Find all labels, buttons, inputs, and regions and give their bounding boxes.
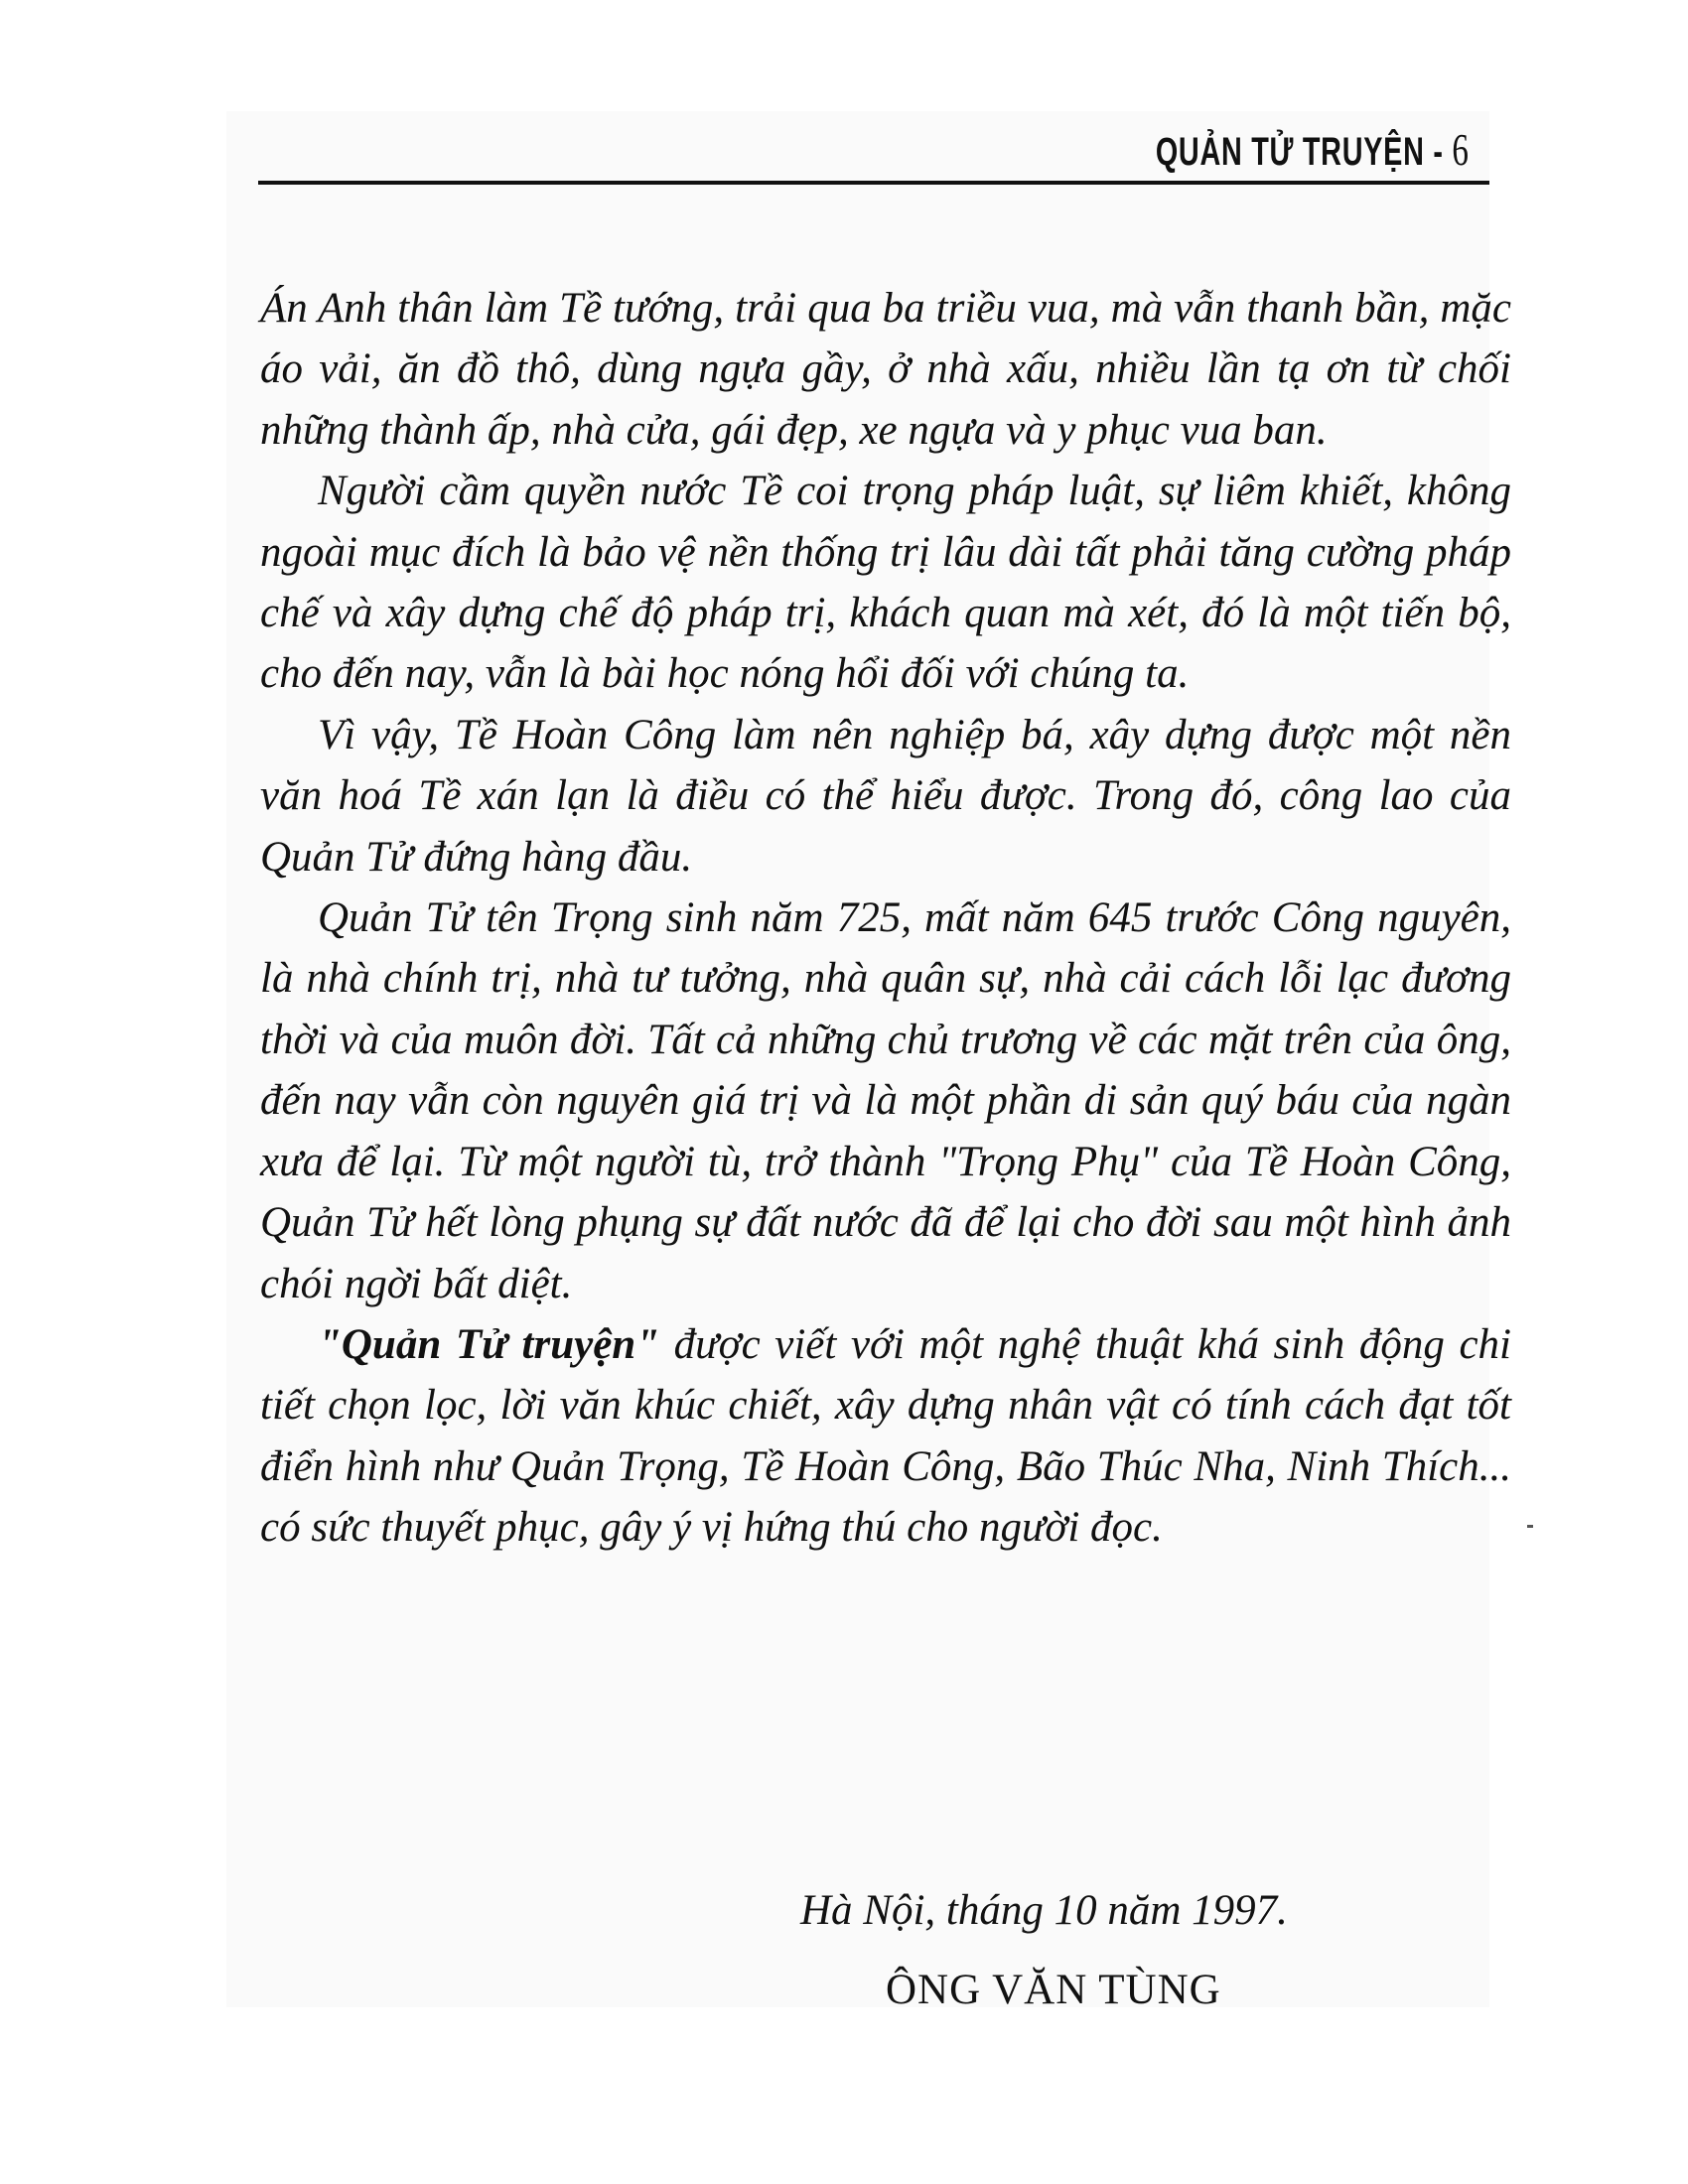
- running-header: [258, 111, 1489, 183]
- paragraph-3: Vì vậy, Tề Hoàn Công làm nên nghiệp bá, xây dựng được một nền văn hoá Tề xán lạn là điều có thể hiểu được. Trong đó, công lao của Quản Tử đứng hàng đầu.: [260, 711, 1511, 881]
- page-number: 6: [1452, 124, 1470, 175]
- book-title-quote: "Quản Tử truyện": [318, 1320, 660, 1368]
- signature-date: Hà Nội, tháng 10 năm 1997.: [800, 1887, 1288, 1934]
- paragraph-5-text: được viết với một nghệ thuật khá sinh động chi tiết chọn lọc, lời văn khúc chiết, xây dựng nhân vật có tính cách đạt tốt điển hình như Quản Trọng, Tề Hoàn Công, Bão Thúc Nha, Ninh Thích... có sức thuyết phục, gây ý vị hứng thú cho người đọc.: [260, 1320, 1511, 1552]
- paragraph-1: Án Anh thân làm Tề tướng, trải qua ba triều vua, mà vẫn thanh bần, mặc áo vải, ăn đồ thô, dùng ngựa gầy, ở nhà xấu, nhiều lần tạ ơn từ chối những thành ấp, nhà cửa, gái đẹp, xe ngựa và y phục vua ban.: [260, 285, 1511, 454]
- header-rule: [258, 181, 1489, 185]
- signature-author: ÔNG VĂN TÙNG: [886, 1967, 1221, 2013]
- book-title: QUẢN TỬ TRUYỆN: [1156, 130, 1425, 174]
- title-separator: -: [1424, 130, 1453, 174]
- paragraph-5: [260, 1314, 1511, 1559]
- paragraph-2: Người cầm quyền nước Tề coi trọng pháp luật, sự liêm khiết, không ngoài mục đích là bảo vệ nền thống trị lâu dài tất phải tăng cường pháp chế và xây dựng chế độ pháp trị, khách quan mà xét, đó là một tiến bộ, cho đến nay, vẫn là bài học nóng hổi đối với chúng ta.: [260, 468, 1511, 698]
- paragraph-4: Quản Tử tên Trọng sinh năm 725, mất năm 645 trước Công nguyên, là nhà chính trị, nhà tư tưởng, nhà quân sự, nhà cải cách lỗi lạc đương thời và của muôn đời. Tất cả những chủ trương về các mặt trên của ông, đến nay vẫn còn nguyên giá trị và là một phần di sản quý báu của ngàn xưa để lại. Từ một người tù, trở thành "Trọng Phụ" của Tề Hoàn Công, Quản Tử hết lòng phụng sự đất nước đã để lại cho đời sau một hình ảnh chói ngời bất diệt.: [260, 894, 1511, 1307]
- body-text: [260, 278, 1511, 1559]
- scan-mark: [1527, 1525, 1533, 1528]
- signature-block: [800, 1871, 1288, 2030]
- running-title: [1156, 123, 1470, 176]
